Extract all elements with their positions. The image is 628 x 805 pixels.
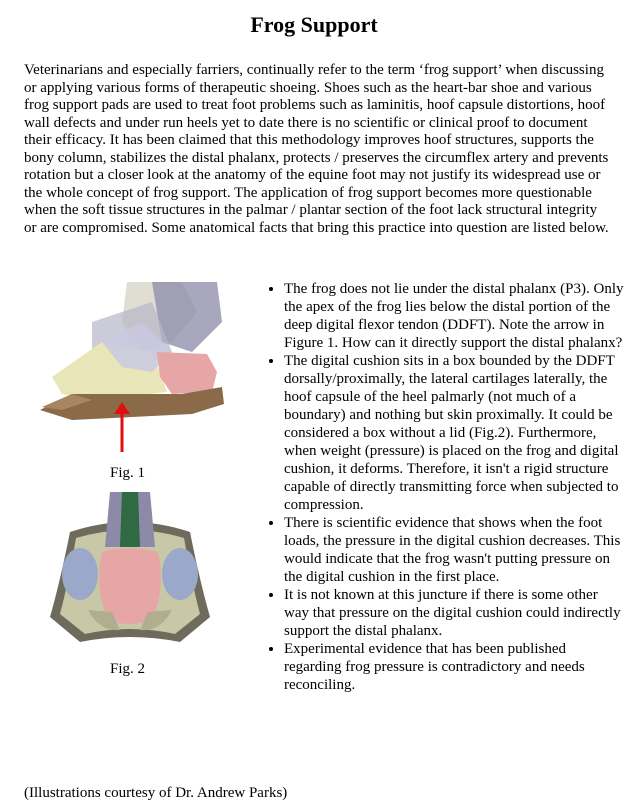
list-item: • Experimental evidence that has been published regarding frog pressure is contradictory and needs reconciling. (284, 640, 624, 694)
list-item: • It is not known at this juncture if there is some other way that pressure on the digital cushion could indirectly support the distal phalanx. (284, 586, 624, 640)
page-title: Frog Support (250, 12, 378, 37)
list-item: • There is scientific evidence that shows when the foot loads, the pressure in the digital cushion decreases. This would indicate that the frog wasn't putting pressure on the digital cushion in the first place. (284, 514, 624, 586)
figure-2-illustration (40, 492, 220, 652)
list-item: • The digital cushion sits in a box bounded by the DDFT dorsally/proximally, the lateral cartilages laterally, the hoof capsule of the heel palmarly (not much of a boundary) and nothing but skin proximally. It could be considered a box without a lid (Fig.2). Furthermore, when weight (pressure) is placed on the frog and digital cushion, it deforms. Therefore, it isn't a rigid structure capable of directly transmitting force when subjected to compression. (284, 352, 624, 514)
anatomical-facts-list (264, 280, 624, 694)
intro-paragraph: Veterinarians and especially farriers, continually refer to the term ‘frog support’ when discussing or applying various forms of therapeutic shoeing. Shoes such as the heart-bar shoe and various frog support pads are used to treat foot problems such as laminitis, hoof capsule distortions, hoof wall defects and under run heels yet to date there is no scientific or clinical proof to document their efficacy. It has been claimed that this methodology improves hoof structures, supports the bony column, stabilizes the distal phalanx, protects / preserves the circumflex artery and prevents rotation but a closer look at the anatomy of the equine foot may not justify its widespread use or the whole concept of frog support. The application of frog support becomes more questionable when the soft tissue structures in the palmar / plantar section of the foot lack structural integrity or are compromised. Some anatomical facts that bring this practice into question are listed below. (24, 62, 609, 236)
list-item: • The frog does not lie under the distal phalanx (P3). Only the apex of the frog lies below the distal portion of the deep digital flexor tendon (DDFT). Note the arrow in Figure 1. How can it directly support the distal phalanx? (284, 280, 624, 352)
figure-2-caption: Fig. 2 (110, 661, 146, 677)
figure-1-illustration (32, 282, 232, 457)
figure-1-caption: Fig. 1 (110, 465, 146, 481)
illustration-credit: (Illustrations courtesy of Dr. Andrew Parks) (24, 785, 288, 801)
